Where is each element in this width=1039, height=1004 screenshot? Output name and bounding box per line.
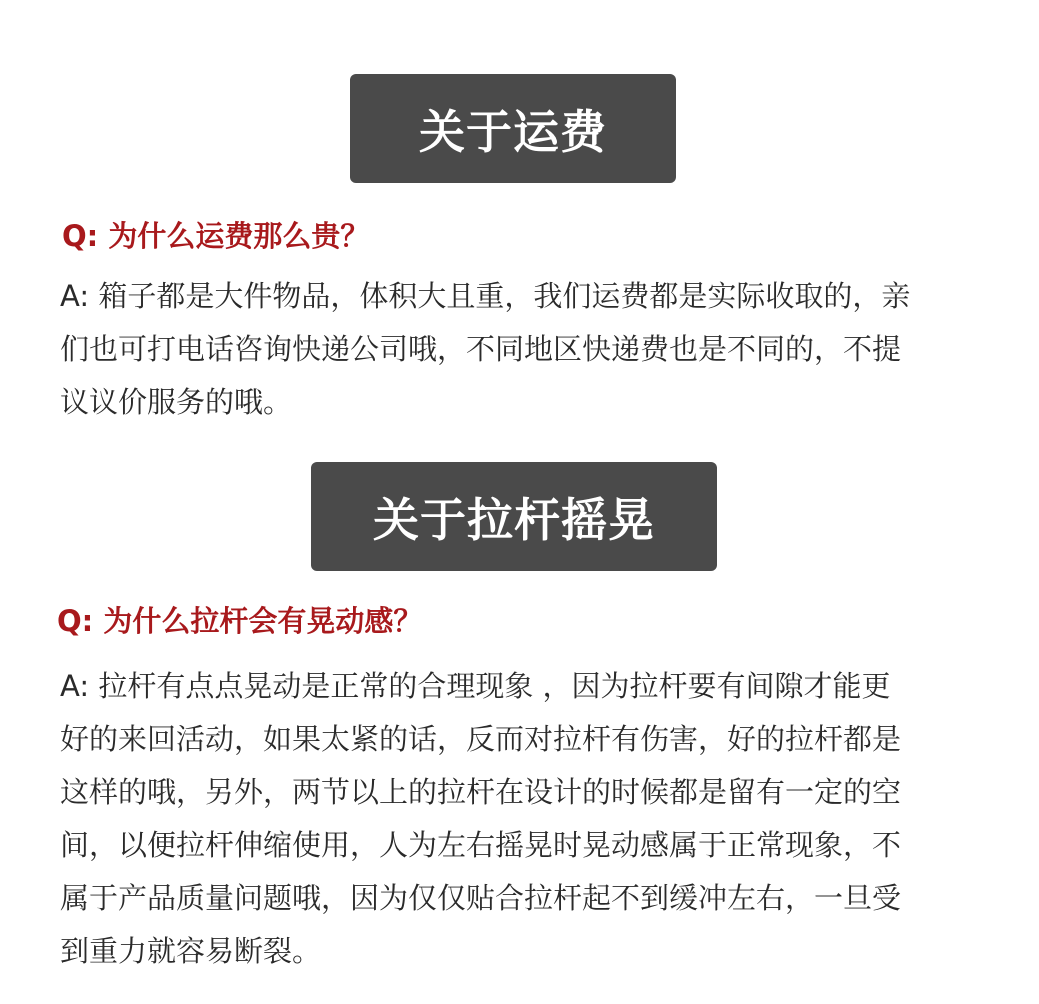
section-title-handle: 关于拉杆摇晃 [311,462,717,571]
answer-line: 间，以便拉杆伸缩使用，人为左右摇晃时晃动感属于正常现象，不 [60,828,902,862]
answer-line: A: 箱子都是大件物品，体积大且重，我们运费都是实际收取的，亲 [60,279,911,313]
section-title-shipping: 关于运费 [350,74,676,183]
answer-line: 这样的哦，另外，两节以上的拉杆在设计的时候都是留有一定的空 [60,775,902,809]
answer-line: 们也可打电话咨询快递公司哦，不同地区快递费也是不同的，不提 [60,332,902,366]
answer-line: A: 拉杆有点点晃动是正常的合理现象 ，因为拉杆要有间隙才能更 [60,669,891,703]
answer-handle [60,660,901,978]
answer-line: 到重力就容易断裂。 [60,934,322,968]
answer-line: 属于产品质量问题哦，因为仅仅贴合拉杆起不到缓冲左右，一旦受 [60,881,902,915]
question-shipping: Q: 为什么运费那么贵？ [62,219,370,253]
answer-line: 好的来回活动，如果太紧的话，反而对拉杆有伤害，好的拉杆都是 [60,722,902,756]
answer-line: 议议价服务的哦。 [60,385,293,419]
answer-shipping [60,270,910,429]
question-handle: Q: 为什么拉杆会有晃动感？ [57,604,423,638]
